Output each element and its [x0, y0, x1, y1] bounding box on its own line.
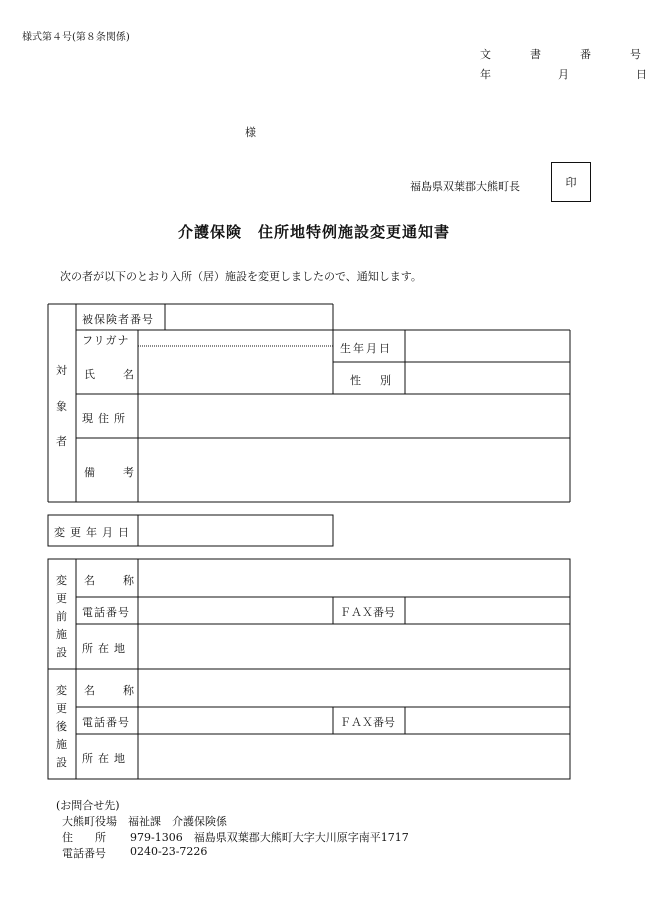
name-label: 氏 名 [84, 368, 136, 381]
subject-group-char-3: 者 [56, 435, 67, 448]
after-group-char-3: 後 [56, 720, 67, 733]
subject-group-char-1: 対 [56, 364, 67, 377]
subject-group-char-2: 象 [56, 400, 67, 413]
after-location-label: 所在地 [82, 752, 130, 765]
before-group-char-3: 前 [56, 610, 67, 623]
issuer-name: 福島県双葉郡大熊町長 [410, 180, 520, 193]
before-phone-label: 電話番号 [82, 606, 130, 619]
addressee-suffix: 様 [245, 126, 256, 139]
document-title: 介護保険 住所地特例施設変更通知書 [178, 223, 451, 241]
after-group-char-1: 変 [56, 684, 67, 697]
after-group-char-2: 更 [56, 702, 67, 715]
furigana-label: フリガナ [82, 334, 130, 347]
before-group-char-4: 施 [56, 628, 67, 641]
document-number-label: 文 書 番 号 [480, 48, 655, 61]
after-group-char-4: 施 [56, 738, 67, 751]
contact-address-value: 979-1306 福島県双葉郡大熊町大字大川原字南平1717 [130, 831, 409, 844]
sex-label: 性 別 [350, 374, 395, 387]
current-address-label: 現住所 [82, 412, 130, 425]
before-fax-label: ＦＡＸ番号 [340, 606, 395, 619]
intro-text: 次の者が以下のとおり入所（居）施設を変更しましたので、通知します。 [60, 270, 422, 283]
after-phone-label: 電話番号 [82, 716, 130, 729]
insured-number-label: 被保険者番号 [82, 313, 154, 326]
before-group-char-5: 設 [56, 646, 67, 659]
date-label: 年 月 日 [480, 68, 662, 81]
before-group-char-2: 更 [56, 592, 67, 605]
after-fax-label: ＦＡＸ番号 [340, 716, 395, 729]
before-location-label: 所在地 [82, 642, 130, 655]
remarks-label: 備 考 [84, 466, 136, 479]
change-date-label: 変更年月日 [54, 526, 134, 539]
after-group-char-5: 設 [56, 756, 67, 769]
seal-label: 印 [565, 176, 577, 189]
contact-phone-label: 電話番号 [62, 847, 106, 860]
before-facility-name-label: 名 称 [84, 574, 136, 587]
contact-address-label: 住 所 [62, 831, 106, 844]
contact-office: 大熊町役場 福祉課 介護保険係 [62, 815, 227, 828]
contact-phone-value: 0240-23-7226 [130, 845, 208, 858]
contact-heading: (お問合せ先) [56, 799, 120, 812]
after-facility-name-label: 名 称 [84, 684, 136, 697]
birthdate-label: 生年月日 [340, 342, 392, 355]
form-number: 様式第４号(第８条関係) [22, 32, 130, 43]
before-group-char-1: 変 [56, 574, 67, 587]
